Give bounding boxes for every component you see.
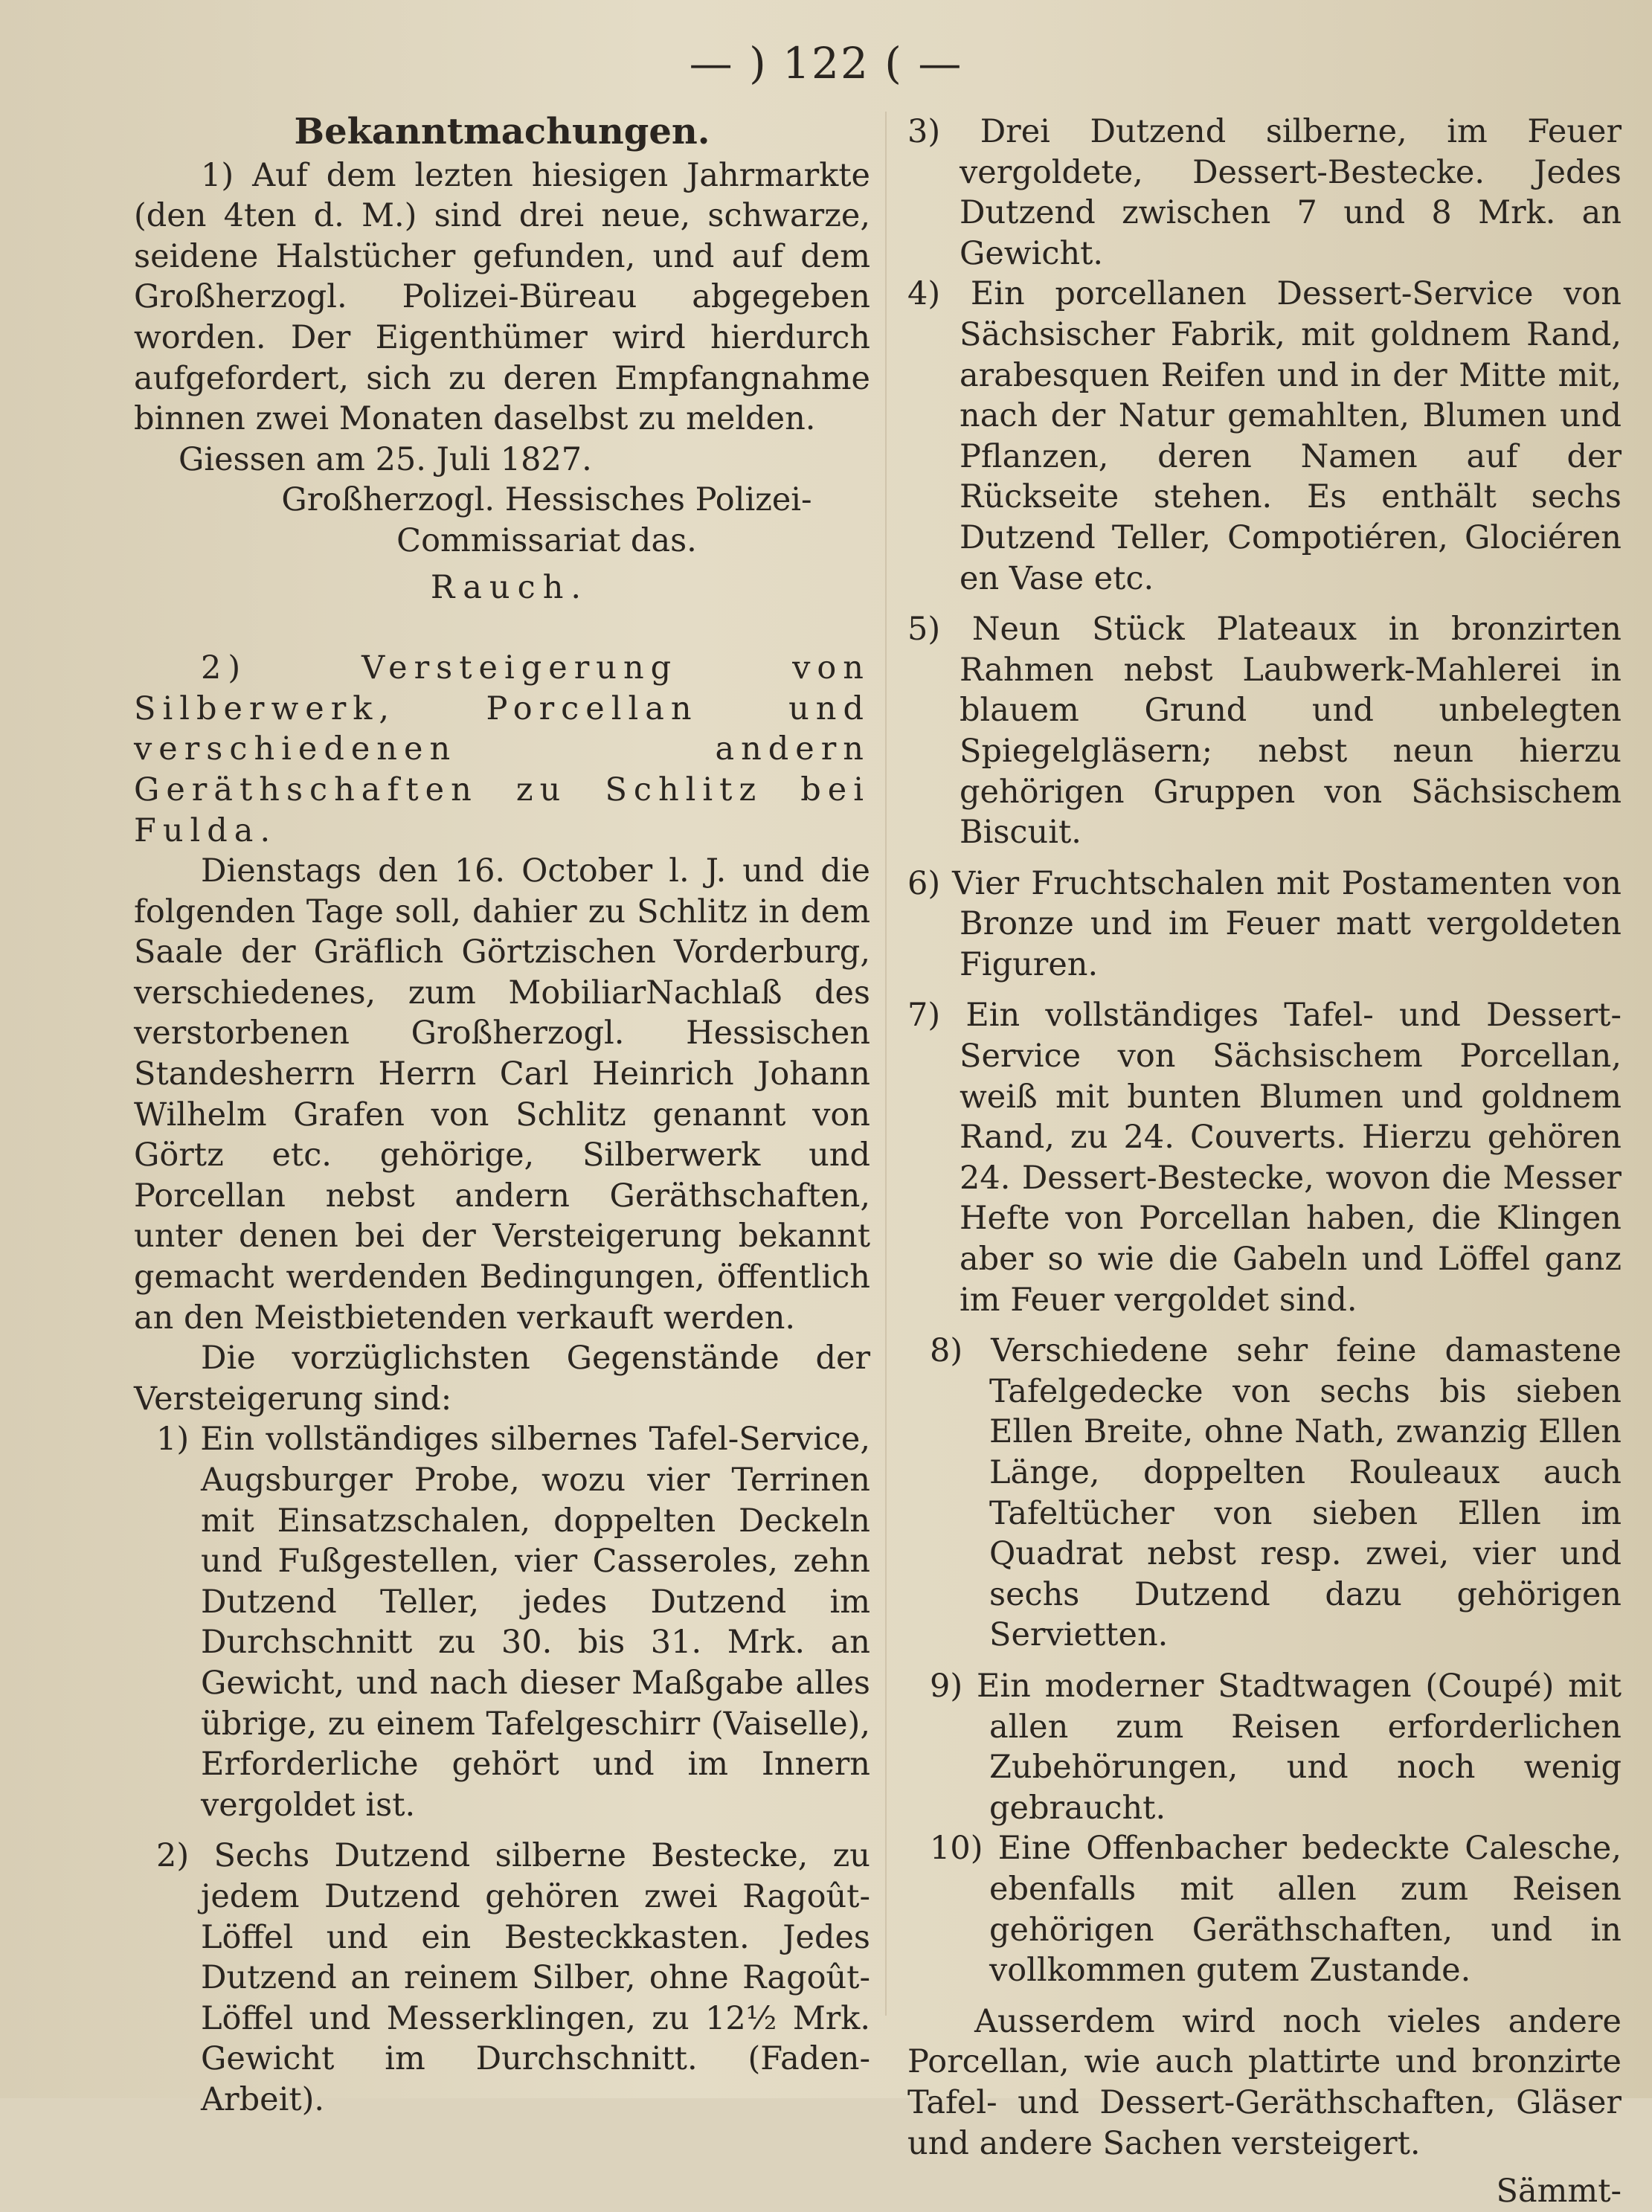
notice-2-body: Dienstags den 16. October l. J. und die folgenden Tage soll, dahier zu Schlitz in dem Saale der Gräflich Görtzischen Vorderburg, verschiedenes, zum MobiliarNachlaß des verstorbenen Großherzogl. Hessischen Standesherrn Herrn Carl Heinrich Johann Wilhelm Grafen von Schlitz genannt von Görtz etc. gehörige, Silberwerk und Porcellan nebst andern Geräthschaften, unter denen bei der Versteigerung bekannt gemacht werdenden Bedingungen, öffentlich an den Meistbietenden verkauft werden. bbox=[134, 852, 870, 1337]
right-column bbox=[907, 112, 1622, 2211]
list-item: 7) Ein vollständiges Tafel- und Dessert-Service von Sächsischem Porcellan, weiß mit bunten Blumen und goldnem Rand, zu 24. Couverts. Hierzu gehören 24. Dessert-Bestecke, wovon die Messer Hefte von Porcellan haben, die Klingen aber so wie die Gabeln und Löffel ganz im Feuer vergoldet sind. bbox=[907, 997, 1622, 1319]
catchword: Sämmt- bbox=[1496, 2173, 1622, 2211]
notice-2-intro: Die vorzüglichsten Gegenstände der Versteigerung sind: bbox=[134, 1340, 870, 1418]
closing-paragraph: Ausserdem wird noch vieles andere Porcellan, wie auch plattirte und bronzirte Tafel- und Dessert-Geräthschaften, Gläser und andere Sachen versteigert. bbox=[907, 2002, 1622, 2162]
list-item: 10) Eine Offenbacher bedeckte Calesche, ebenfalls mit allen zum Reisen gehörigen Geräthschaften, und in vollkommen gutem Zustande. bbox=[930, 1830, 1622, 1990]
list-item: 9) Ein moderner Stadtwagen (Coupé) mit allen zum Reisen erforderlichen Zubehörungen, und noch wenig gebraucht. bbox=[930, 1667, 1622, 1827]
list-item: 1) Ein vollständiges silbernes Tafel-Service, Augsburger Probe, wozu vier Terrinen mit Einsatzschalen, doppelten Deckeln und Fußgestellen, vier Casseroles, zehn Dutzend Teller, jedes Dutzend im Durchschnitt zu 30. bis 31. Mrk. an Gewicht, und nach dieser Maßgabe alles übrige, zu einem Tafelgeschirr (Vaiselle), Erforderliche gehört und im Innern vergoldet ist. bbox=[156, 1421, 870, 1824]
list-item: 6) Vier Fruchtschalen mit Postamenten von Bronze und im Feuer matt vergoldeten Figuren. bbox=[907, 864, 1622, 983]
list-item: 8) Verschiedene sehr feine damastene Tafelgedecke von sechs bis sieben Ellen Breite, ohne Nath, zwanzig Ellen Länge, doppelten Rouleaux auch Tafeltücher von sieben Ellen im Quadrat nebst resp. zwei, vier und sechs Dutzend dazu gehörigen Servietten. bbox=[930, 1332, 1622, 1654]
notice-1-date: Giessen am 25. Juli 1827. bbox=[179, 440, 592, 478]
list-item: 5) Neun Stück Plateaux in bronzirten Rahmen nebst Laubwerk-Mahlerei in blauem Grund und unbelegten Spiegelgläsern; nebst neun hierzu gehörigen Gruppen von Sächsischem Biscuit. bbox=[907, 611, 1622, 852]
notice-2-title: 2) Versteigerung von Silberwerk, Porcellan und verschiedenen andern Geräthschaften zu Schlitz bei Fulda. bbox=[134, 649, 870, 849]
notice-1-text: 1) Auf dem lezten hiesigen Jahrmarkte (den 4ten d. M.) sind drei neue, schwarze, seidene Halstücher gefunden, und auf dem Großherzogl. Polizei-Büreau abgegeben worden. Der Eigenthümer wird hierdurch aufgefordert, sich zu deren Empfangnahme binnen zwei Monaten daselbst zu melden. bbox=[134, 156, 870, 438]
notice-1-signature: Rauch. bbox=[430, 568, 589, 606]
left-column bbox=[134, 111, 870, 2118]
list-item: 2) Sechs Dutzend silberne Bestecke, zu jedem Dutzend gehören zwei Ragoût-Löffel und ein Besteckkasten. Jedes Dutzend an reinem Silber, ohne Ragoût-Löffel und Messerklingen, zu 12½ Mrk. Gewicht im Durchschnitt. (Faden-Arbeit). bbox=[156, 1837, 870, 2118]
list-item: 3) Drei Dutzend silberne, im Feuer vergoldete, Dessert-Bestecke. Jedes Dutzend zwischen 7 und 8 Mrk. an Gewicht. bbox=[907, 113, 1622, 272]
page-number: — ) 122 ( — bbox=[689, 38, 963, 89]
notice-1-authority: Großherzogl. Hessisches Polizei-Commissariat das. bbox=[281, 481, 812, 559]
column-divider bbox=[885, 112, 887, 2016]
section-heading: Bekanntmachungen. bbox=[294, 111, 710, 152]
list-item: 4) Ein porcellanen Dessert-Service von Sächsischer Fabrik, mit goldnem Rand, arabesquen Reifen und in der Mitte mit, nach der Natur gemahlten, Blumen und Pflanzen, deren Namen auf der Rückseite stehen. Es enthält sechs Dutzend Teller, Compotiéren, Glociéren en Vase etc. bbox=[907, 275, 1622, 597]
